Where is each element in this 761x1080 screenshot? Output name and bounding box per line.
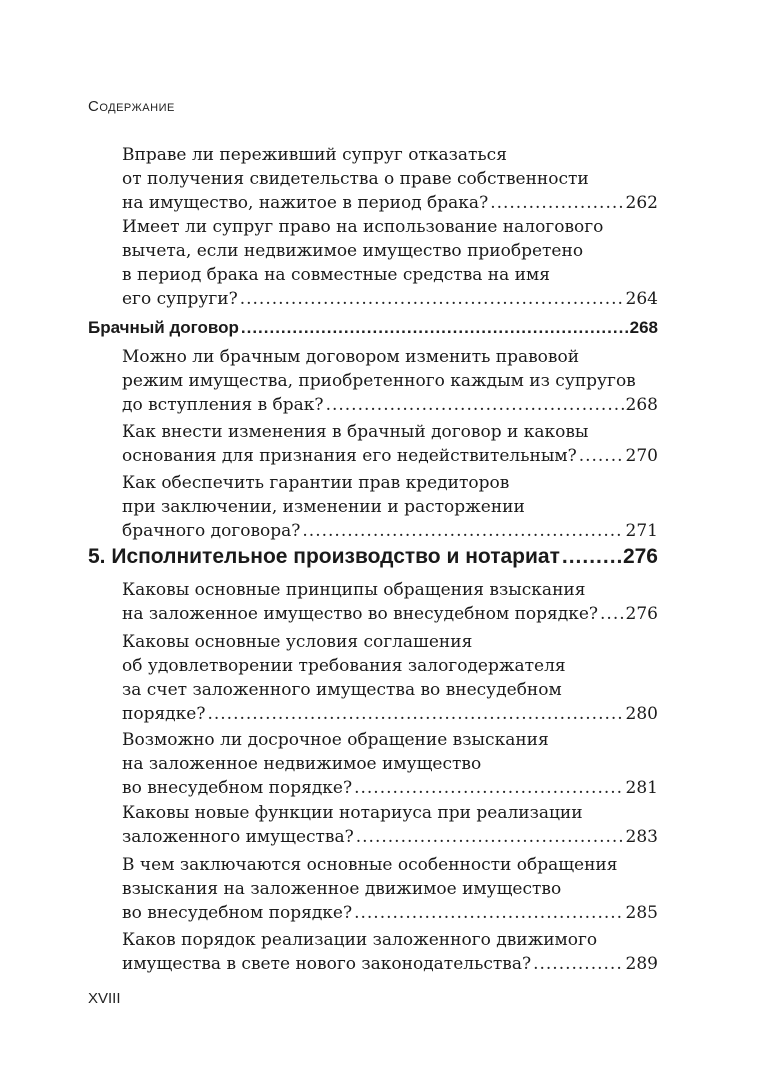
toc-entry[interactable] <box>122 630 658 726</box>
toc-entry-line: Можно ли брачным договором изменить правовой <box>122 347 580 367</box>
toc-entry[interactable] <box>122 345 658 417</box>
toc-entry-line: Каковы новые функции нотариуса при реализации <box>122 803 583 823</box>
toc-entry[interactable] <box>122 420 658 468</box>
toc-entry-last-line <box>122 287 658 311</box>
toc-entry-line: Как внести изменения в брачный договор и каковы <box>122 422 589 442</box>
toc-entry-title-end: основания для признания его недействительным? <box>122 446 577 466</box>
toc-entry-title-end: на имущество, нажитое в период брака? <box>122 193 489 213</box>
toc-entry-line: Возможно ли досрочное обращение взыскания <box>122 730 549 750</box>
toc-entry-title-end: на заложенное имущество во внесудебном порядке? <box>122 604 599 624</box>
dot-leader <box>240 287 624 311</box>
toc-entry-last-line <box>122 602 658 626</box>
toc-entry-last-line <box>122 776 658 800</box>
toc-entry[interactable] <box>122 928 658 976</box>
dot-leader <box>354 776 623 800</box>
toc-page-number: 264 <box>625 289 658 309</box>
dot-leader <box>562 543 621 571</box>
toc-page-number: 281 <box>625 778 658 798</box>
toc-entry-last-line <box>122 444 658 468</box>
toc-page-number: 283 <box>625 827 658 847</box>
toc-entry-title-end: во внесудебном порядке? <box>122 903 353 923</box>
toc-page-number: 285 <box>625 903 658 923</box>
dot-leader <box>326 393 624 417</box>
toc-entry-line: Каков порядок реализации заложенного движимого <box>122 930 598 950</box>
toc-entry[interactable] <box>122 143 658 215</box>
toc-entry-title-end: заложенного имущества? <box>122 827 354 847</box>
toc-entry-line: на заложенное недвижимое имущество <box>122 754 482 774</box>
toc-entry-last-line <box>122 901 658 925</box>
toc-entry-line: Каковы основные условия соглашения <box>122 632 473 652</box>
dot-leader <box>354 901 623 925</box>
toc-entry-last-line <box>88 543 658 571</box>
dot-leader <box>600 602 624 626</box>
toc-page-number: 262 <box>625 193 658 213</box>
toc-entry-last-line <box>122 191 658 215</box>
dot-leader <box>207 702 623 726</box>
toc-page-number: 270 <box>625 446 658 466</box>
toc-entry-line: от получения свидетельства о праве собственности <box>122 169 589 189</box>
toc-entry-line: В чем заключаются основные особенности обращения <box>122 855 618 875</box>
toc-entry[interactable] <box>122 728 658 800</box>
toc-entry-line: Вправе ли переживший супруг отказаться <box>122 145 507 165</box>
toc-entry-last-line <box>122 702 658 726</box>
toc-entry-line: за счет заложенного имущества во внесудебном <box>122 680 562 700</box>
toc-page-number: 280 <box>625 704 658 724</box>
toc-entry-line: режим имущества, приобретенного каждым из супругов <box>122 371 636 391</box>
dot-leader <box>579 444 624 468</box>
toc-entry-title-end: порядке? <box>122 704 206 724</box>
toc-page-number: 289 <box>625 954 658 974</box>
toc-entry[interactable] <box>122 471 658 543</box>
toc-entry-last-line <box>122 825 658 849</box>
toc-page-number: 276 <box>625 604 658 624</box>
toc-entry[interactable] <box>122 853 658 925</box>
toc-entry-title-end: до вступления в брак? <box>122 395 324 415</box>
toc-entry-title-end: Брачный договор <box>88 318 239 337</box>
toc-entry-line: вычета, если недвижимое имущество приобретено <box>122 241 584 261</box>
toc-entry-last-line <box>122 952 658 976</box>
toc-page-number: 276 <box>622 545 658 568</box>
toc-section[interactable] <box>88 316 658 340</box>
toc-entry-title-end: брачного договора? <box>122 521 301 541</box>
toc-entry[interactable] <box>122 801 658 849</box>
toc-entry-line: взыскания на заложенное движимое имущество <box>122 879 562 899</box>
dot-leader <box>302 519 623 543</box>
toc-page-number: 268 <box>625 395 658 415</box>
dot-leader <box>533 952 623 976</box>
toc-page-number: 271 <box>625 521 658 541</box>
toc-chapter[interactable] <box>88 543 658 571</box>
toc-entry[interactable] <box>122 578 658 626</box>
toc-entry-title-end: 5. Исполнительное производство и нотариат <box>88 545 560 568</box>
toc-entry-line: при заключении, изменении и расторжении <box>122 497 525 517</box>
dot-leader <box>490 191 623 215</box>
toc-entry-title-end: его супруги? <box>122 289 238 309</box>
toc-page-number: 268 <box>629 318 658 337</box>
toc-entry-line: Как обеспечить гарантии прав кредиторов <box>122 473 510 493</box>
toc-entry-last-line <box>122 519 658 543</box>
dot-leader <box>241 316 628 340</box>
toc-entry-title-end: во внесудебном порядке? <box>122 778 353 798</box>
toc-entry-line: в период брака на совместные средства на имя <box>122 265 550 285</box>
toc-entry-line: Имеет ли супруг право на использование налогового <box>122 217 604 237</box>
toc-entry-line: Каковы основные принципы обращения взыскания <box>122 580 586 600</box>
toc-entry[interactable] <box>122 215 658 311</box>
toc-entry-line: об удовлетворении требования залогодержателя <box>122 656 566 676</box>
running-header <box>88 98 175 115</box>
running-header-title: Содержание <box>88 98 175 115</box>
toc-entry-last-line <box>122 393 658 417</box>
page-number: XVIII <box>88 990 121 1007</box>
toc-entry-title-end: имущества в свете нового законодательства? <box>122 954 532 974</box>
toc-entry-last-line <box>88 316 658 340</box>
dot-leader <box>356 825 624 849</box>
